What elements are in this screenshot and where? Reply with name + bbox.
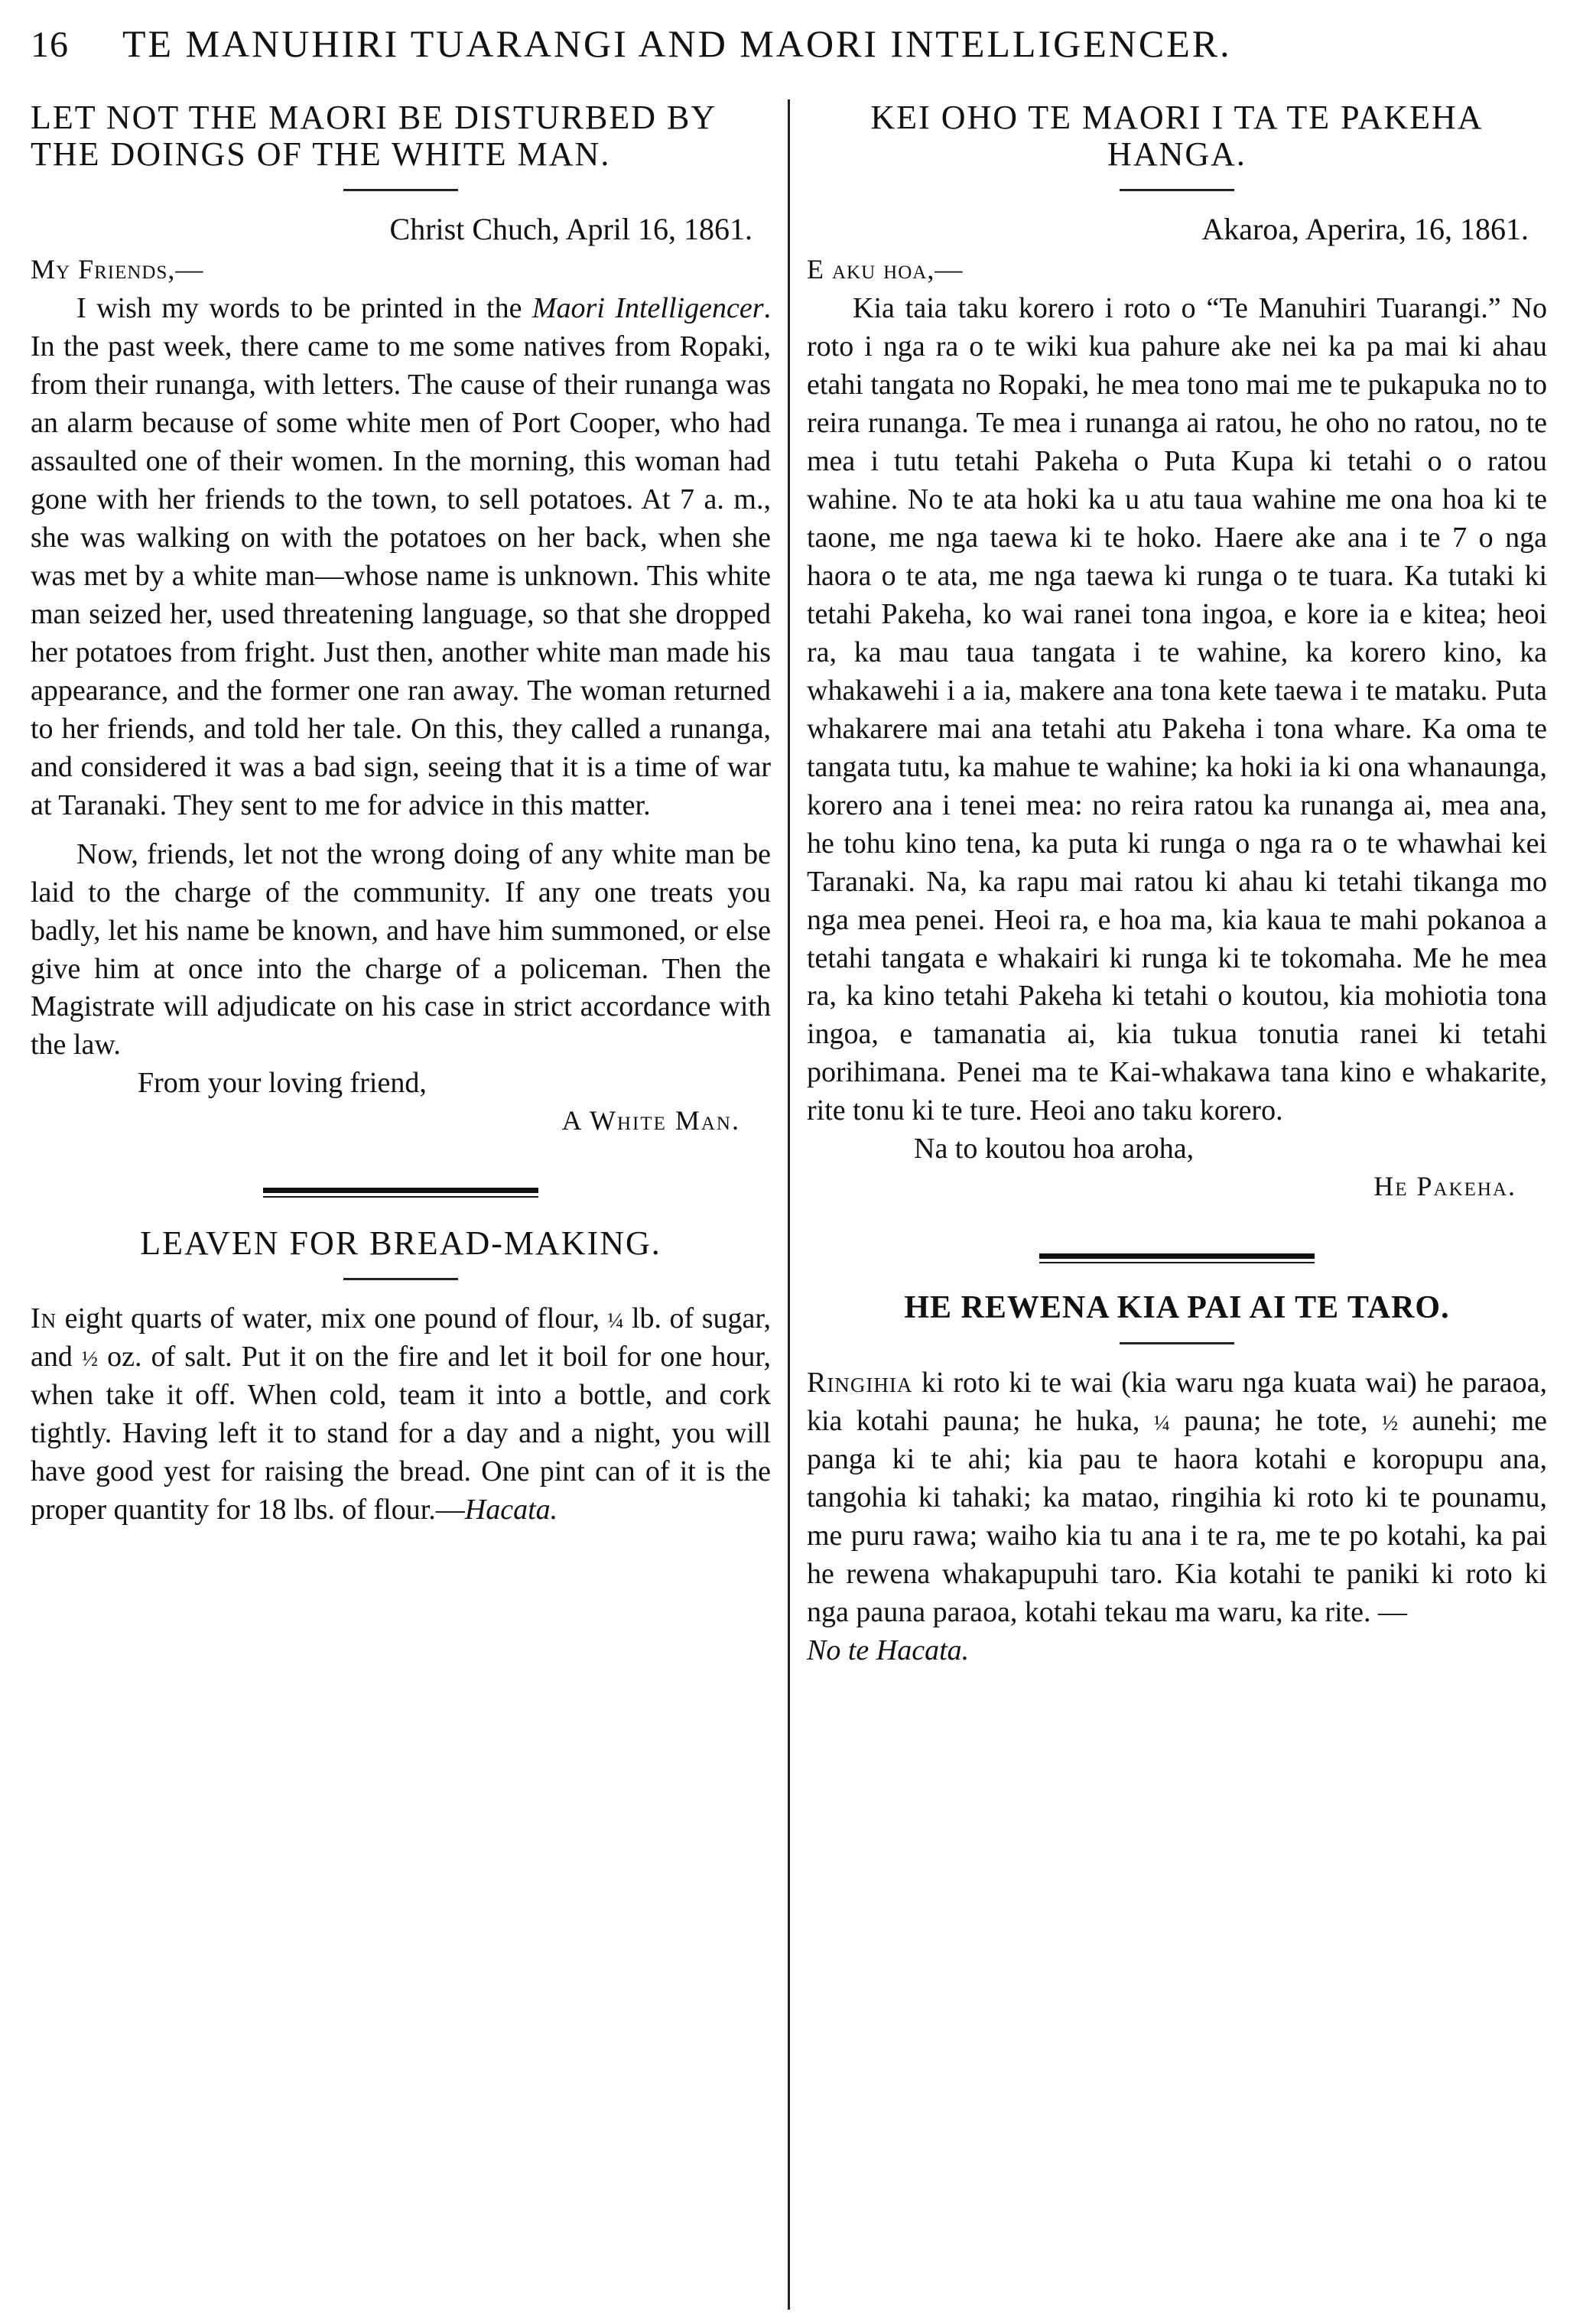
section-divider xyxy=(343,189,458,191)
salutation: My Friends,— xyxy=(31,254,204,285)
paragraph-text: ki roto ki te wai (kia waru nga kuata wai) he paraoa, kia kotahi pauna; he huka, xyxy=(807,1366,1547,1437)
lead-word: In xyxy=(31,1302,57,1335)
paragraph-text: I wish my words to be printed in the xyxy=(76,292,532,325)
source-attribution: Hacata. xyxy=(464,1493,558,1526)
fraction: ¼ xyxy=(607,1309,624,1334)
salutation: E aku hoa,— xyxy=(807,254,964,285)
paragraph-text: aunehi; me panga ki te ahi; kia pau te haora kotahi e koropupu ana, tangohia ki tahaki; ka matao, ringihia ki roto ki te pounamu, me puru rawa; waiho kia tu ana i te ra, me te po kotahi, ka pai he rewena whakapupuhi taro. Kia kotahi te paniki ki roto ki nga pauna paraoa, kotahi tekau ma waru, ka rite. — xyxy=(807,1404,1547,1628)
two-column-body xyxy=(31,99,1568,2310)
article-title: HE REWENA KIA PAI AI TE TARO. xyxy=(904,1289,1450,1325)
article-paragraph xyxy=(31,290,771,825)
article-kei-oho-te-maori xyxy=(807,99,1547,1205)
paragraph-text: . In the past week, there came to me some natives from Ropaki, from their runanga, with letters. The cause of their runanga was an alarm because of some white men of Port Cooper, who had assaulted one of their women. In the morning, this woman had gone with her friends to the town, to sell potatoes. At 7 a. m., she was walking on with the potatoes on her back, when she was met by a white man—whose name is unknown. This white man seized her, used threatening language, so that she dropped her potatoes from fright. Just then, another white man made his appearance, and the former one ran away. The woman returned to her friends, and told her tale. On this, they called a runanga, and considered it was a bad sign, seeing that it is a time of war at Taranaki. They sent to me for advice in this matter. xyxy=(31,292,771,821)
lead-word: Ringihia xyxy=(807,1366,913,1399)
publication-name: Maori Intelligencer xyxy=(531,292,764,325)
paragraph-text: oz. of salt. Put it on the fire and let it boil for one hour, when take it off. When cold, team it into a bottle, and cork tightly. Having left it to stand for a day and a night, you will have good yest for raising the bread. One pint can of it is the proper quantity for 18 lbs. of flour.— xyxy=(31,1341,771,1526)
article-let-not-the-maori xyxy=(31,99,771,1139)
dateline: Christ Chuch, April 16, 1861. xyxy=(389,212,752,247)
article-title: LEAVEN FOR BREAD-MAKING. xyxy=(140,1224,661,1262)
article-title: LET NOT THE MAORI BE DISTURBED BY THE DOINGS OF THE WHITE MAN. xyxy=(31,99,716,173)
article-paragraph xyxy=(807,1364,1547,1670)
section-divider xyxy=(343,1278,458,1280)
newspaper-title: TE MANUHIRI TUARANGI AND MAORI INTELLIGENCER. xyxy=(122,22,1232,65)
signature: A White Man. xyxy=(561,1104,740,1136)
article-paragraph xyxy=(31,1300,771,1530)
maori-column xyxy=(790,99,1547,2310)
paragraph-text: lb. of sugar, and xyxy=(31,1302,771,1374)
running-head xyxy=(31,21,1568,75)
article-separator xyxy=(1039,1253,1315,1263)
signature: He Pakeha. xyxy=(1373,1170,1516,1201)
article-he-rewena xyxy=(807,1291,1547,1670)
section-divider xyxy=(1120,189,1234,191)
article-leaven xyxy=(31,1225,771,1530)
article-paragraph: Kia taia taku korero i roto o “Te Manuhiri Tuarangi.” No roto i nga ra o te wiki kua pahure ake nei ka pa mai ki ahau etahi tangata no Ropaki, he mea tono mai me te pukapuka no to reira runanga. Te mea i runanga ai ratou, he oho no ratou, no te mea i tutu tetahi Pakeha o Puta Kupa ki tetahi o o ratou wahine. No te ata hoki ka u atu taua wahine me ona hoa ki te taone, me nga taewa ki te hoko. Haere ake ana i te 7 o nga haora o te ata, me nga taewa ki runga o te tuara. Ka tutaki ki tetahi Pakeha, ko wai ranei tona ingoa, e kore ia e kitea; heoi ra, ka mau taua tangata i te wahine, ka korero kino, ka whakawehi i a ia, makere ana tona kete taewa i te mataku. Puta whakarere mai ana tetahi atu Pakeha i tona whare. Ka oma te tangata tutu, ka mahue te wahine; ka hoki ia ki ona whanaunga, korero ana i tenei mea: no reira ratou ka runanga ai, mea ana, he tohu kino tena, ka puta ki runga o nga ra o te whawhai kei Taranaki. Na, ka rapu mai ratou ki ahau ki tetahi tikanga mo nga mea penei. Heoi ra, e hoa ma, kia kaua te mahi pokanoa a tetahi tangata e whakairi ki runga ki te tokomaha. Me he mea ra, ka kino tetahi Pakeha ki tetahi o koutou, kia mohiotia tona ingoa, e tamanatia ai, kia tukua tonutia ranei ki tetahi porihimana. Penei ma te Kai-whakawa tana kino e whakarite, rite tonu ki te ture. Heoi ano taku korero. xyxy=(807,292,1547,1127)
dateline: Akaroa, Aperira, 16, 1861. xyxy=(1201,212,1529,247)
fraction: ½ xyxy=(82,1348,98,1372)
paragraph-text: pauna; he tote, xyxy=(1169,1404,1382,1437)
english-column xyxy=(31,99,788,2310)
page-number: 16 xyxy=(31,24,69,65)
closing-line: Na to koutou hoa aroha, xyxy=(914,1133,1195,1166)
fraction: ½ xyxy=(1381,1411,1398,1435)
section-divider xyxy=(1120,1342,1234,1344)
article-paragraph: Now, friends, let not the wrong doing of any white man be laid to the charge of the community. If any one treats you badly, let his name be known, and have him summoned, or else give him at once into the charge of a policeman. Then the Magistrate will adjudicate on his case in strict accordance with the law. xyxy=(31,837,771,1061)
source-attribution: No te Hacata. xyxy=(807,1634,970,1666)
article-title: KEI OHO TE MAORI I TA TE PAKEHA HANGA. xyxy=(870,99,1484,173)
fraction: ¼ xyxy=(1153,1411,1170,1435)
closing-line: From your loving friend, xyxy=(138,1067,427,1100)
article-separator xyxy=(263,1188,538,1198)
paragraph-text: eight quarts of water, mix one pound of flour, xyxy=(57,1302,608,1335)
